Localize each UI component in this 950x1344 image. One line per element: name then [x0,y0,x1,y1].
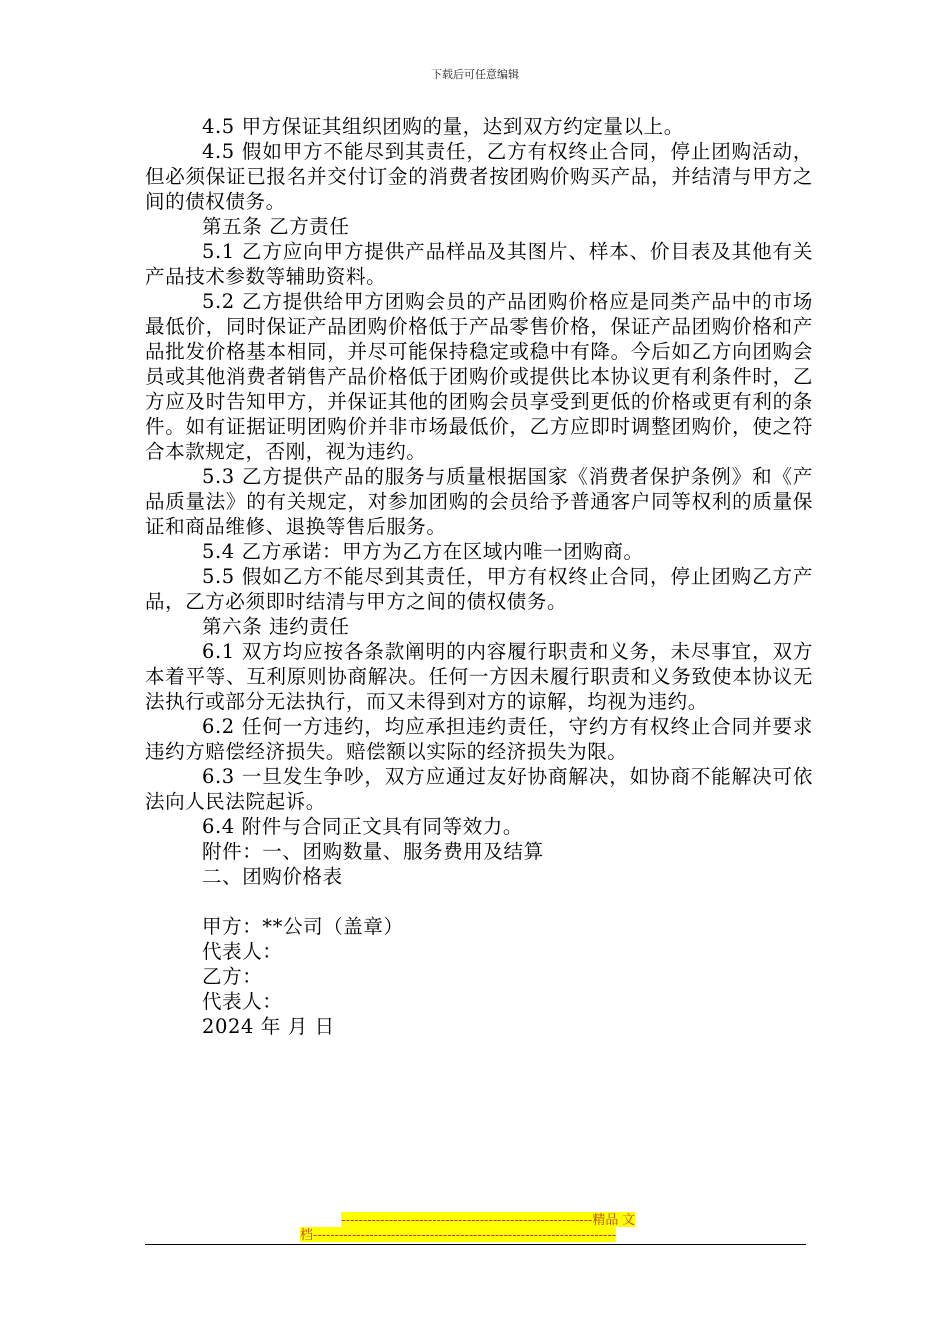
paragraph: 5.4 乙方承诺：甲方为乙方在区域内唯一团购商。 [202,540,644,563]
footer-line-2: 档---------------------------------------------------------------------- [300,1227,617,1242]
paragraph: 甲方：**公司（盖章） [202,915,404,938]
header-note: 下载后可任意编辑 [431,68,519,81]
paragraph: 代表人： [202,990,283,1013]
paragraph: 二、团购价格表 [202,865,343,888]
paragraph: 代表人： [202,940,283,963]
paragraph: 4.5 假如甲方不能尽到其责任，乙方有权终止合同，停止团购活动，但必须保证已报名并交付订金的消费者按团购价购买产品，并结清与甲方之间的债权债务。 [145,140,813,213]
paragraph: 6.3 一旦发生争吵，双方应通过友好协商解决，如协商不能解决可依法向人民法院起诉。 [145,765,813,813]
contract-body [145,114,813,1039]
paragraph: 乙方： [202,965,263,988]
paragraph: 5.3 乙方提供产品的服务与质量根据国家《消费者保护条例》和《产品质量法》的有关规定，对参加团购的会员给予普通客户同等权利的质量保证和商品维修、退换等售后服务。 [145,465,813,538]
paragraph: 5.2 乙方提供给甲方团购会员的产品团购价格应是同类产品中的市场最低价，同时保证产品团购价格低于产品零售价格，保证产品团购价格和产品批发价格基本相同，并尽可能保持稳定或稳中有降。今后如乙方向团购会员或其他消费者销售产品价格低于团购价或提供比本协议更有利条件时，乙方应及时告知甲方，并保证其他的团购会员享受到更低的价格或更有利的条件。如有证据证明团购价并非市场最低价，乙方应即时调整团购价，使之符合本款规定，否刚，视为违约。 [145,290,813,463]
paragraph: 4.5 甲方保证其组织团购的量，达到双方约定量以上。 [202,115,684,138]
paragraph: 2024 年 月 日 [202,1015,335,1038]
footer-divider [145,1244,806,1245]
footer-line-1: ----------------------------------------------------------精品 文 [341,1212,635,1227]
paragraph: 5.5 假如乙方不能尽到其责任，甲方有权终止合同，停止团购乙方产品，乙方必须即时结清与甲方之间的债权债务。 [145,565,813,613]
paragraph: 第五条 乙方责任 [202,215,350,238]
paragraph: 6.2 任何一方违约，均应承担违约责任，守约方有权终止合同并要求违约方赔偿经济损失。赔偿额以实际的经济损失为限。 [145,715,813,763]
footer-watermark [300,1212,635,1242]
paragraph: 附件：一、团购数量、服务费用及结算 [202,840,544,863]
paragraph: 第六条 违约责任 [202,615,350,638]
blank-line [145,889,813,914]
paragraph: 6.1 双方均应按各条款阐明的内容履行职责和义务，未尽事宜，双方本着平等、互利原则协商解决。任何一方因未履行职责和义务致使本协议无法执行或部分无法执行，而又未得到对方的谅解，均视为违约。 [145,640,813,713]
paragraph: 6.4 附件与合同正文具有同等效力。 [202,815,524,838]
paragraph: 5.1 乙方应向甲方提供产品样品及其图片、样本、价目表及其他有关产品技术参数等辅助资料。 [145,240,813,288]
